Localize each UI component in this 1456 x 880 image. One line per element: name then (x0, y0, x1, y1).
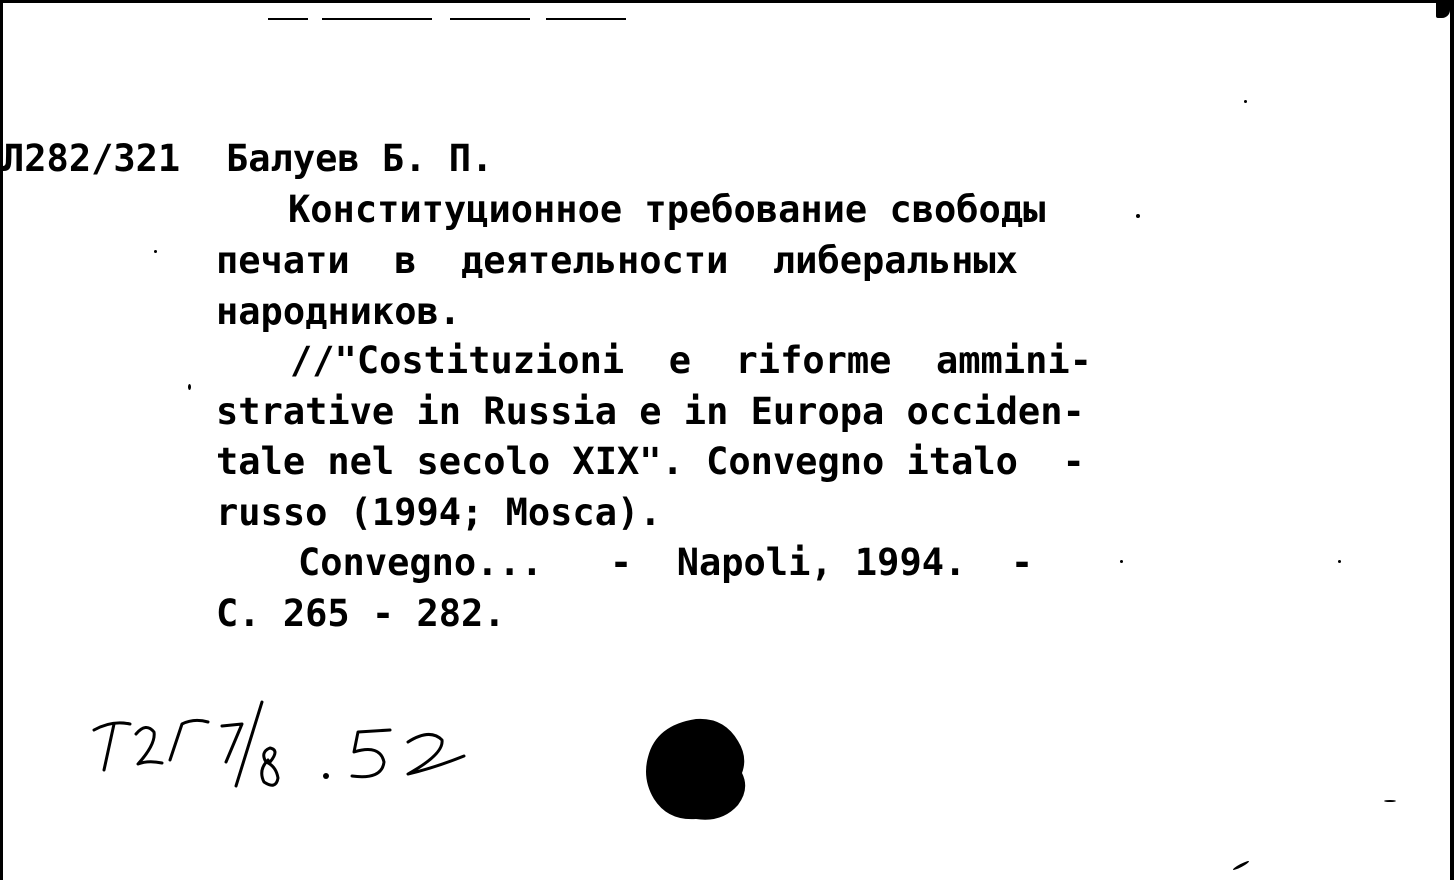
imprint-line-2: С. 265 - 282. (216, 592, 506, 635)
source-line-3: tale nel secolo XIX". Convegno italo - (216, 440, 1085, 483)
top-dash-2 (322, 18, 432, 20)
speck (1244, 100, 1247, 103)
top-dash-3 (450, 18, 530, 20)
speck (1136, 214, 1140, 218)
source-line-2: strative in Russia e in Europa occiden- (216, 390, 1085, 433)
top-dash-4 (546, 18, 626, 20)
top-dash-1 (268, 18, 308, 20)
call-number: Л282/321 (2, 137, 181, 180)
speck (1338, 560, 1341, 563)
card-left-edge (0, 0, 3, 880)
title-line-1: Конституционное требование свободы (288, 188, 1046, 231)
source-line-1: //"Costituzioni e riforme ammini- (290, 339, 1092, 382)
imprint-line-1: Convegno... - Napoli, 1994. - (298, 541, 1034, 584)
title-line-3: народников. (216, 290, 462, 333)
punch-hole (642, 715, 750, 823)
speck (1120, 560, 1123, 563)
source-line-4: russo (1994; Mosca). (216, 491, 662, 534)
speck (154, 250, 157, 253)
title-line-2: печати в деятельности либеральных (216, 239, 1018, 282)
card-top-edge (0, 0, 1440, 3)
speck (1384, 800, 1396, 802)
card-right-edge (1450, 0, 1454, 880)
corner-mark (1436, 0, 1450, 18)
handwritten-shelf-mark (90, 690, 480, 820)
speck (188, 384, 191, 390)
author-name: Балуев Б. П. (226, 137, 494, 180)
speck (1232, 860, 1249, 871)
